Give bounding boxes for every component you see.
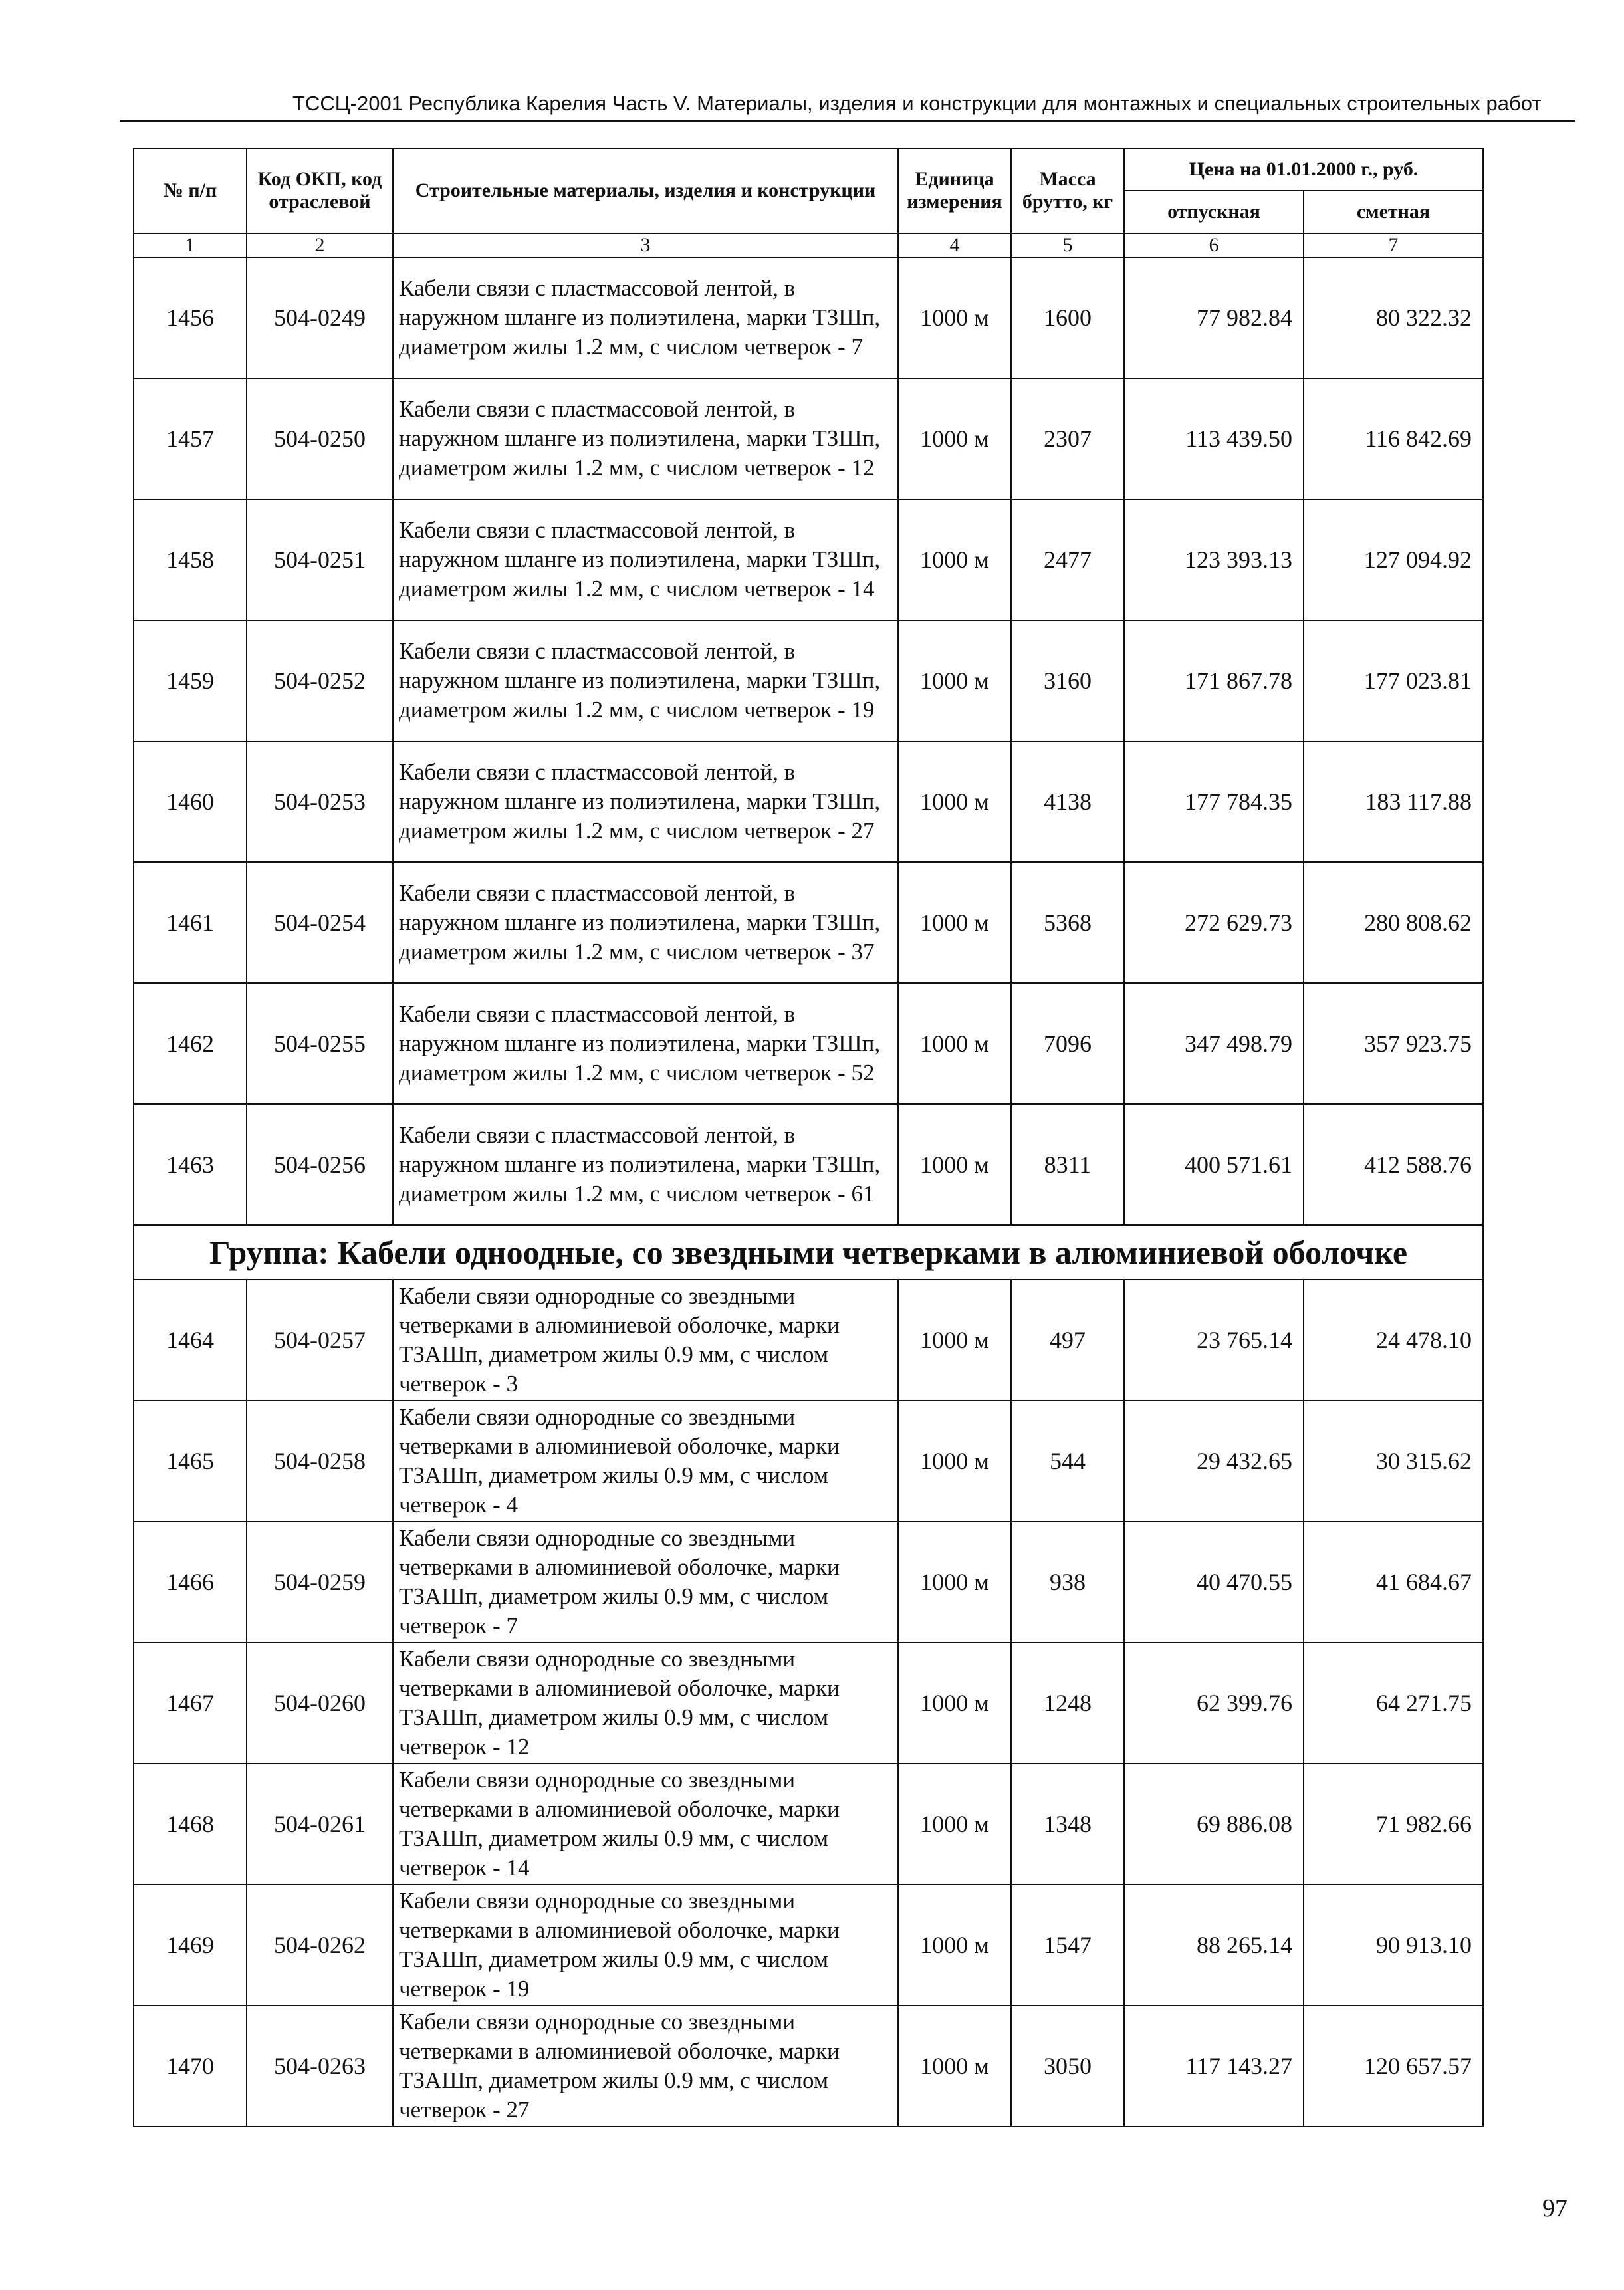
gross-mass: 1547	[1011, 1885, 1124, 2005]
unit-of-measure: 1000 м	[898, 257, 1011, 378]
col-header-price-release: отпускная	[1124, 191, 1304, 233]
okp-code: 504-0250	[247, 378, 393, 499]
estimate-price: 80 322.32	[1304, 257, 1483, 378]
unit-of-measure: 1000 м	[898, 1885, 1011, 2005]
material-name: Кабели связи с пластмассовой лентой, в наружном шланге из полиэтилена, марки ТЗШп, диаметром жилы 1.2 мм, с числом четверок - 12	[393, 378, 898, 499]
release-price: 272 629.73	[1124, 862, 1304, 983]
okp-code: 504-0252	[247, 620, 393, 741]
gross-mass: 2477	[1011, 499, 1124, 620]
estimate-price: 357 923.75	[1304, 983, 1483, 1104]
material-name: Кабели связи однородные со звездными четверками в алюминиевой оболочке, марки ТЗАШп, диаметром жилы 0.9 мм, с числом четверок - 19	[393, 1885, 898, 2005]
table-row	[134, 741, 1483, 862]
col-header-code: Код ОКП, код отраслевой	[247, 148, 393, 233]
unit-of-measure: 1000 м	[898, 983, 1011, 1104]
table-row	[134, 257, 1483, 378]
estimate-price: 90 913.10	[1304, 1885, 1483, 2005]
table-row	[134, 1764, 1483, 1885]
table-row	[134, 499, 1483, 620]
unit-of-measure: 1000 м	[898, 378, 1011, 499]
row-number: 1457	[134, 378, 247, 499]
row-number: 1470	[134, 2005, 247, 2126]
material-name: Кабели связи однородные со звездными четверками в алюминиевой оболочке, марки ТЗАШп, диаметром жилы 0.9 мм, с числом четверок - 3	[393, 1280, 898, 1401]
estimate-price: 41 684.67	[1304, 1522, 1483, 1643]
table-row	[134, 862, 1483, 983]
release-price: 77 982.84	[1124, 257, 1304, 378]
release-price: 40 470.55	[1124, 1522, 1304, 1643]
row-number: 1461	[134, 862, 247, 983]
row-number: 1466	[134, 1522, 247, 1643]
gross-mass: 7096	[1011, 983, 1124, 1104]
unit-of-measure: 1000 м	[898, 1104, 1011, 1225]
table-body-group-a	[134, 257, 1483, 1225]
row-number: 1469	[134, 1885, 247, 2005]
row-number: 1465	[134, 1401, 247, 1522]
group-heading-body	[134, 1225, 1483, 1280]
estimate-price: 120 657.57	[1304, 2005, 1483, 2126]
okp-code: 504-0253	[247, 741, 393, 862]
col-header-material: Строительные материалы, изделия и конструкции	[393, 148, 898, 233]
estimate-price: 30 315.62	[1304, 1401, 1483, 1522]
gross-mass: 5368	[1011, 862, 1124, 983]
group-heading-row	[134, 1225, 1483, 1280]
table-row	[134, 983, 1483, 1104]
group-heading: Группа: Кабели однoодные, со звездными четверками в алюминиевой оболочке	[134, 1225, 1483, 1280]
unit-of-measure: 1000 м	[898, 620, 1011, 741]
gross-mass: 544	[1011, 1401, 1124, 1522]
estimate-price: 183 117.88	[1304, 741, 1483, 862]
release-price: 113 439.50	[1124, 378, 1304, 499]
estimate-price: 71 982.66	[1304, 1764, 1483, 1885]
unit-of-measure: 1000 м	[898, 862, 1011, 983]
price-table	[133, 148, 1484, 2127]
row-number: 1462	[134, 983, 247, 1104]
gross-mass: 497	[1011, 1280, 1124, 1401]
table-row	[134, 1104, 1483, 1225]
material-name: Кабели связи однородные со звездными четверками в алюминиевой оболочке, марки ТЗАШп, диаметром жилы 0.9 мм, с числом четверок - 14	[393, 1764, 898, 1885]
row-number: 1460	[134, 741, 247, 862]
table-row	[134, 1280, 1483, 1401]
unit-of-measure: 1000 м	[898, 1522, 1011, 1643]
okp-code: 504-0257	[247, 1280, 393, 1401]
material-name: Кабели связи с пластмассовой лентой, в наружном шланге из полиэтилена, марки ТЗШп, диаметром жилы 1.2 мм, с числом четверок - 19	[393, 620, 898, 741]
okp-code: 504-0255	[247, 983, 393, 1104]
table-row	[134, 1643, 1483, 1764]
gross-mass: 1248	[1011, 1643, 1124, 1764]
header-rule	[120, 120, 1575, 122]
estimate-price: 127 094.92	[1304, 499, 1483, 620]
col-header-price-group: Цена на 01.01.2000 г., руб.	[1124, 148, 1483, 191]
okp-code: 504-0260	[247, 1643, 393, 1764]
material-name: Кабели связи однородные со звездными четверками в алюминиевой оболочке, марки ТЗАШп, диаметром жилы 0.9 мм, с числом четверок - 4	[393, 1401, 898, 1522]
row-number: 1458	[134, 499, 247, 620]
unit-of-measure: 1000 м	[898, 499, 1011, 620]
column-number: 7	[1304, 233, 1483, 257]
column-number: 1	[134, 233, 247, 257]
material-name: Кабели связи с пластмассовой лентой, в наружном шланге из полиэтилена, марки ТЗШп, диаметром жилы 1.2 мм, с числом четверок - 37	[393, 862, 898, 983]
running-header: ТССЦ-2001 Республика Карелия Часть V. Материалы, изделия и конструкции для монтажных и специальных строительных работ	[292, 92, 1542, 115]
unit-of-measure: 1000 м	[898, 741, 1011, 862]
estimate-price: 280 808.62	[1304, 862, 1483, 983]
estimate-price: 177 023.81	[1304, 620, 1483, 741]
column-number: 6	[1124, 233, 1304, 257]
col-header-mass: Масса брутто, кг	[1011, 148, 1124, 233]
column-number-row	[134, 233, 1483, 257]
table-row	[134, 1885, 1483, 2005]
row-number: 1464	[134, 1280, 247, 1401]
gross-mass: 1600	[1011, 257, 1124, 378]
column-number: 5	[1011, 233, 1124, 257]
row-number: 1459	[134, 620, 247, 741]
release-price: 69 886.08	[1124, 1764, 1304, 1885]
material-name: Кабели связи однородные со звездными четверками в алюминиевой оболочке, марки ТЗАШп, диаметром жилы 0.9 мм, с числом четверок - 7	[393, 1522, 898, 1643]
column-number: 2	[247, 233, 393, 257]
okp-code: 504-0261	[247, 1764, 393, 1885]
okp-code: 504-0259	[247, 1522, 393, 1643]
gross-mass: 1348	[1011, 1764, 1124, 1885]
material-name: Кабели связи с пластмассовой лентой, в наружном шланге из полиэтилена, марки ТЗШп, диаметром жилы 1.2 мм, с числом четверок - 7	[393, 257, 898, 378]
column-number: 4	[898, 233, 1011, 257]
okp-code: 504-0249	[247, 257, 393, 378]
gross-mass: 3160	[1011, 620, 1124, 741]
release-price: 88 265.14	[1124, 1885, 1304, 2005]
unit-of-measure: 1000 м	[898, 1643, 1011, 1764]
page-number: 97	[1542, 2194, 1567, 2222]
okp-code: 504-0258	[247, 1401, 393, 1522]
material-name: Кабели связи с пластмассовой лентой, в наружном шланге из полиэтилена, марки ТЗШп, диаметром жилы 1.2 мм, с числом четверок - 14	[393, 499, 898, 620]
col-header-unit: Единица измерения	[898, 148, 1011, 233]
estimate-price: 412 588.76	[1304, 1104, 1483, 1225]
release-price: 29 432.65	[1124, 1401, 1304, 1522]
estimate-price: 116 842.69	[1304, 378, 1483, 499]
row-number: 1463	[134, 1104, 247, 1225]
okp-code: 504-0256	[247, 1104, 393, 1225]
table-body-group-b	[134, 1280, 1483, 2126]
release-price: 400 571.61	[1124, 1104, 1304, 1225]
material-name: Кабели связи с пластмассовой лентой, в наружном шланге из полиэтилена, марки ТЗШп, диаметром жилы 1.2 мм, с числом четверок - 27	[393, 741, 898, 862]
okp-code: 504-0254	[247, 862, 393, 983]
release-price: 347 498.79	[1124, 983, 1304, 1104]
unit-of-measure: 1000 м	[898, 1401, 1011, 1522]
okp-code: 504-0263	[247, 2005, 393, 2126]
table-row	[134, 620, 1483, 741]
column-number: 3	[393, 233, 898, 257]
row-number: 1468	[134, 1764, 247, 1885]
material-name: Кабели связи однородные со звездными четверками в алюминиевой оболочке, марки ТЗАШп, диаметром жилы 0.9 мм, с числом четверок - 12	[393, 1643, 898, 1764]
gross-mass: 2307	[1011, 378, 1124, 499]
release-price: 177 784.35	[1124, 741, 1304, 862]
material-name: Кабели связи с пластмассовой лентой, в наружном шланге из полиэтилена, марки ТЗШп, диаметром жилы 1.2 мм, с числом четверок - 52	[393, 983, 898, 1104]
gross-mass: 938	[1011, 1522, 1124, 1643]
release-price: 23 765.14	[1124, 1280, 1304, 1401]
okp-code: 504-0251	[247, 499, 393, 620]
table-row	[134, 378, 1483, 499]
row-number: 1467	[134, 1643, 247, 1764]
row-number: 1456	[134, 257, 247, 378]
col-header-price-estimate: сметная	[1304, 191, 1483, 233]
release-price: 171 867.78	[1124, 620, 1304, 741]
table-row	[134, 2005, 1483, 2126]
table-row	[134, 1522, 1483, 1643]
estimate-price: 24 478.10	[1304, 1280, 1483, 1401]
release-price: 62 399.76	[1124, 1643, 1304, 1764]
col-header-num: № п/п	[134, 148, 247, 233]
okp-code: 504-0262	[247, 1885, 393, 2005]
gross-mass: 3050	[1011, 2005, 1124, 2126]
material-name: Кабели связи однородные со звездными четверками в алюминиевой оболочке, марки ТЗАШп, диаметром жилы 0.9 мм, с числом четверок - 27	[393, 2005, 898, 2126]
unit-of-measure: 1000 м	[898, 1764, 1011, 1885]
gross-mass: 8311	[1011, 1104, 1124, 1225]
unit-of-measure: 1000 м	[898, 1280, 1011, 1401]
unit-of-measure: 1000 м	[898, 2005, 1011, 2126]
release-price: 123 393.13	[1124, 499, 1304, 620]
estimate-price: 64 271.75	[1304, 1643, 1483, 1764]
release-price: 117 143.27	[1124, 2005, 1304, 2126]
material-name: Кабели связи с пластмассовой лентой, в наружном шланге из полиэтилена, марки ТЗШп, диаметром жилы 1.2 мм, с числом четверок - 61	[393, 1104, 898, 1225]
gross-mass: 4138	[1011, 741, 1124, 862]
table-row	[134, 1401, 1483, 1522]
